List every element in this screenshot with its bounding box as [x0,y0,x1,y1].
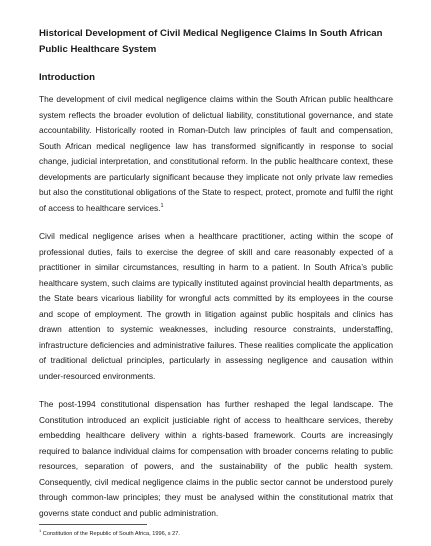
section-heading: Introduction [39,72,95,83]
paragraph-2: Civil medical negligence arises when a healthcare practitioner, acting within the scope of professional duties, fails to exercise the degree of skill and care reasonably expected of a practitioner in similar circumstances, resulting in harm to a patient. In South Africa’s public healthcare system, such claims are typically instituted against provincial health departments, as the State bears vicarious liability for wrongful acts committed by its employees in the course and scope of employment. The growth in litigation against public hospitals and clinics has drawn attention to systemic weaknesses, including resource constraints, understaffing, infrastructure deficiencies and administrative failures. These realities complicate the application of traditional delictual principles, particularly in assessing negligence and causation within under-resourced environments. [39,231,393,381]
paragraph-1 [39,92,393,216]
footnote [39,530,180,538]
document-title: Historical Development of Civil Medical Negligence Claims In South African Public Healthcare System [39,28,383,55]
document-page [39,26,393,521]
footnote-marker: 1 [39,528,42,534]
footnote-text: Constitution of the Republic of South Africa, 1996, s 27. [42,531,180,537]
footnote-reference[interactable]: 1 [160,202,164,209]
paragraph-1-text: The development of civil medical negligence claims within the South African public healthcare system reflects the broader evolution of delictual liability, constitutional governance, and state accountability. Historically rooted in Roman-Dutch law principles of fault and compensation, South African medical negligence law has transformed significantly in response to social change, judicial interpretation, and constitutional reform. In the public healthcare context, these developments are particularly significant because they implicate not only private law remedies but also the constitutional obligations of the State to respect, protect, promote and fulfil the right of access to healthcare services. [39,94,393,213]
paragraph-3: The post-1994 constitutional dispensation has further reshaped the legal landscape. The Constitution introduced an explicit justiciable right of access to healthcare services, thereby embedding healthcare delivery within a rights-based framework. Courts are increasingly required to balance individual claims for compensation with broader concerns relating to public resources, separation of powers, and the sustainability of the public health system. Consequently, civil medical negligence claims in the public sector cannot be understood purely through common-law principles; they must be analysed within the constitutional matrix that governs state conduct and public administration. [39,399,393,518]
footnote-divider [39,524,147,525]
